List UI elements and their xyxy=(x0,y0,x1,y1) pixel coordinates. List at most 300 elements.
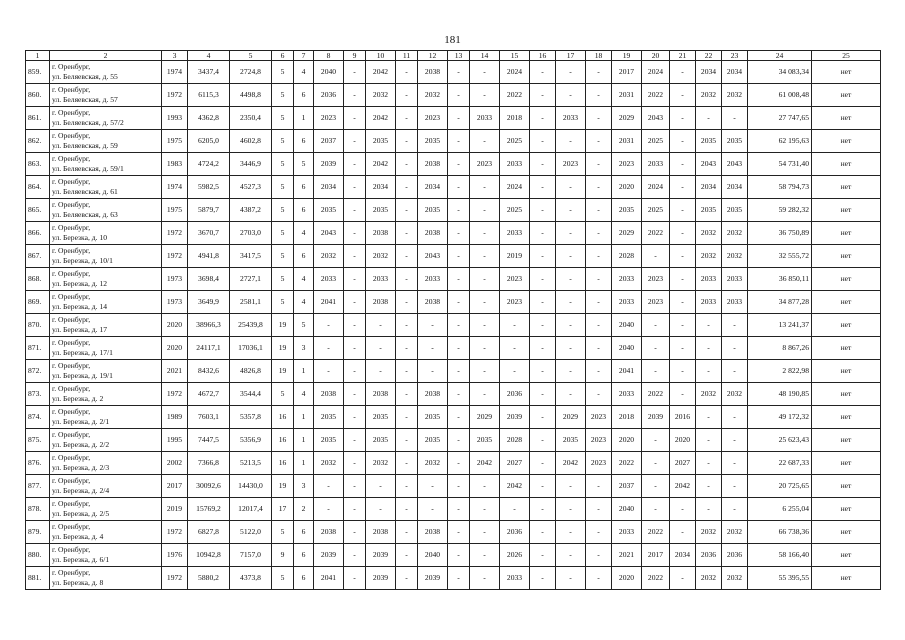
cell-col-8: - xyxy=(314,498,344,521)
cell-col-25: нет xyxy=(812,406,881,429)
cell-col-22: 2036 xyxy=(696,544,722,567)
cell-col-8: 2037 xyxy=(314,130,344,153)
cell-col-17: 2023 xyxy=(556,153,586,176)
cell-col-20: - xyxy=(642,429,670,452)
cell-col-15: 2018 xyxy=(500,107,530,130)
cell-col-5: 25439,8 xyxy=(230,314,272,337)
cell-col-8: 2035 xyxy=(314,199,344,222)
cell-col-11: - xyxy=(396,84,418,107)
cell-col-12: - xyxy=(418,314,448,337)
cell-col-23: 2033 xyxy=(722,291,748,314)
cell-col-9: - xyxy=(344,521,366,544)
address-cell xyxy=(50,107,162,130)
cell-col-23: - xyxy=(722,429,748,452)
cell-col-11: - xyxy=(396,176,418,199)
table-row xyxy=(26,314,881,337)
column-header-13: 13 xyxy=(448,51,470,61)
address-city: г. Оренбург, xyxy=(52,361,91,370)
cell-col-20: 2024 xyxy=(642,176,670,199)
table-row xyxy=(26,383,881,406)
cell-col-19: 2017 xyxy=(612,61,642,84)
cell-col-3: 1995 xyxy=(162,429,188,452)
cell-col-22: - xyxy=(696,314,722,337)
cell-col-14: - xyxy=(470,521,500,544)
address-city: г. Оренбург, xyxy=(52,131,91,140)
cell-col-10: 2042 xyxy=(366,153,396,176)
address-street: ул. Березка, д. 2 xyxy=(52,394,104,403)
address-cell xyxy=(50,245,162,268)
cell-col-11: - xyxy=(396,406,418,429)
cell-col-16: - xyxy=(530,222,556,245)
cell-col-23: 2032 xyxy=(722,567,748,590)
table-row xyxy=(26,176,881,199)
cell-col-20: - xyxy=(642,337,670,360)
cell-col-12: - xyxy=(418,337,448,360)
cell-col-21: - xyxy=(670,130,696,153)
cell-col-17: - xyxy=(556,222,586,245)
cell-col-10: - xyxy=(366,337,396,360)
cell-col-21: - xyxy=(670,222,696,245)
cell-col-24: 55 395,55 xyxy=(748,567,812,590)
cell-col-6: 5 xyxy=(272,245,294,268)
cell-col-14: - xyxy=(470,498,500,521)
cell-col-12: 2032 xyxy=(418,452,448,475)
column-header-14: 14 xyxy=(470,51,500,61)
address-street: ул. Березка, д. 6/1 xyxy=(52,555,110,564)
address-cell xyxy=(50,567,162,590)
column-header-24: 24 xyxy=(748,51,812,61)
cell-col-6: 5 xyxy=(272,383,294,406)
cell-col-19: 2020 xyxy=(612,429,642,452)
cell-col-21: - xyxy=(670,498,696,521)
cell-col-24: 32 555,72 xyxy=(748,245,812,268)
cell-col-18: - xyxy=(586,521,612,544)
column-header-11: 11 xyxy=(396,51,418,61)
cell-col-19: 2033 xyxy=(612,291,642,314)
cell-col-20: 2025 xyxy=(642,130,670,153)
cell-col-12: 2038 xyxy=(418,383,448,406)
address-cell xyxy=(50,521,162,544)
cell-col-12: 2039 xyxy=(418,567,448,590)
page-number: 181 xyxy=(444,34,461,46)
cell-col-13: - xyxy=(448,429,470,452)
cell-col-23: - xyxy=(722,360,748,383)
cell-col-3: 1974 xyxy=(162,61,188,84)
cell-col-8: 2032 xyxy=(314,245,344,268)
cell-col-21: - xyxy=(670,291,696,314)
cell-col-3: 1972 xyxy=(162,245,188,268)
cell-col-11: - xyxy=(396,61,418,84)
cell-col-6: 5 xyxy=(272,567,294,590)
cell-col-7: 6 xyxy=(294,567,314,590)
cell-col-8: 2038 xyxy=(314,383,344,406)
cell-col-21: - xyxy=(670,199,696,222)
cell-col-3: 1972 xyxy=(162,567,188,590)
cell-col-9: - xyxy=(344,153,366,176)
cell-col-12: 2035 xyxy=(418,199,448,222)
cell-col-21: - xyxy=(670,245,696,268)
cell-col-19: 2040 xyxy=(612,314,642,337)
cell-col-19: 2037 xyxy=(612,475,642,498)
cell-col-20: 2022 xyxy=(642,567,670,590)
column-header-5: 5 xyxy=(230,51,272,61)
cell-col-4: 7366,8 xyxy=(188,452,230,475)
cell-col-17: - xyxy=(556,498,586,521)
row-number: 874. xyxy=(26,406,50,429)
address-street: ул. Беляевская, д. 55 xyxy=(52,72,118,81)
cell-col-13: - xyxy=(448,360,470,383)
cell-col-17: - xyxy=(556,245,586,268)
table-row xyxy=(26,291,881,314)
cell-col-22: - xyxy=(696,498,722,521)
cell-col-5: 2727,1 xyxy=(230,268,272,291)
cell-col-25: нет xyxy=(812,176,881,199)
cell-col-5: 5356,9 xyxy=(230,429,272,452)
cell-col-9: - xyxy=(344,130,366,153)
cell-col-15: 2024 xyxy=(500,176,530,199)
address-cell xyxy=(50,222,162,245)
cell-col-11: - xyxy=(396,567,418,590)
cell-col-15: 2028 xyxy=(500,429,530,452)
cell-col-17: - xyxy=(556,475,586,498)
cell-col-19: 2035 xyxy=(612,199,642,222)
cell-col-7: 1 xyxy=(294,429,314,452)
cell-col-23: - xyxy=(722,406,748,429)
cell-col-10: 2035 xyxy=(366,406,396,429)
cell-col-21: - xyxy=(670,268,696,291)
cell-col-17: - xyxy=(556,360,586,383)
cell-col-19: 2031 xyxy=(612,130,642,153)
address-city: г. Оренбург, xyxy=(52,568,91,577)
cell-col-19: 2020 xyxy=(612,567,642,590)
cell-col-19: 2033 xyxy=(612,383,642,406)
cell-col-11: - xyxy=(396,475,418,498)
cell-col-21: - xyxy=(670,153,696,176)
cell-col-21: - xyxy=(670,383,696,406)
cell-col-24: 61 008,48 xyxy=(748,84,812,107)
table-row xyxy=(26,521,881,544)
cell-col-18: - xyxy=(586,475,612,498)
cell-col-17: 2042 xyxy=(556,452,586,475)
cell-col-3: 1974 xyxy=(162,176,188,199)
cell-col-8: 2033 xyxy=(314,268,344,291)
cell-col-8: 2043 xyxy=(314,222,344,245)
column-header-21: 21 xyxy=(670,51,696,61)
cell-col-4: 4672,7 xyxy=(188,383,230,406)
address-street: ул. Березка, д. 10/1 xyxy=(52,256,113,265)
address-city: г. Оренбург, xyxy=(52,292,91,301)
cell-col-12: 2034 xyxy=(418,176,448,199)
address-street: ул. Беляевская, д. 61 xyxy=(52,187,118,196)
cell-col-4: 6115,3 xyxy=(188,84,230,107)
cell-col-12: 2035 xyxy=(418,130,448,153)
column-header-3: 3 xyxy=(162,51,188,61)
cell-col-25: нет xyxy=(812,544,881,567)
cell-col-24: 49 172,32 xyxy=(748,406,812,429)
address-city: г. Оренбург, xyxy=(52,177,91,186)
row-number: 866. xyxy=(26,222,50,245)
table-row xyxy=(26,199,881,222)
cell-col-14: - xyxy=(470,199,500,222)
cell-col-21: - xyxy=(670,360,696,383)
cell-col-9: - xyxy=(344,245,366,268)
cell-col-17: - xyxy=(556,61,586,84)
row-number: 864. xyxy=(26,176,50,199)
cell-col-4: 3649,9 xyxy=(188,291,230,314)
cell-col-15: 2033 xyxy=(500,567,530,590)
cell-col-24: 48 190,85 xyxy=(748,383,812,406)
address-cell xyxy=(50,360,162,383)
cell-col-4: 30092,6 xyxy=(188,475,230,498)
cell-col-15: 2022 xyxy=(500,84,530,107)
cell-col-13: - xyxy=(448,406,470,429)
cell-col-23: - xyxy=(722,475,748,498)
cell-col-22: 2032 xyxy=(696,521,722,544)
cell-col-12: 2033 xyxy=(418,268,448,291)
cell-col-24: 2 822,98 xyxy=(748,360,812,383)
cell-col-19: 2028 xyxy=(612,245,642,268)
cell-col-7: 6 xyxy=(294,84,314,107)
cell-col-5: 17036,1 xyxy=(230,337,272,360)
cell-col-4: 4941,8 xyxy=(188,245,230,268)
cell-col-22: 2033 xyxy=(696,268,722,291)
cell-col-17: - xyxy=(556,567,586,590)
cell-col-24: 58 794,73 xyxy=(748,176,812,199)
cell-col-9: - xyxy=(344,383,366,406)
column-header-6: 6 xyxy=(272,51,294,61)
cell-col-6: 5 xyxy=(272,222,294,245)
cell-col-3: 2002 xyxy=(162,452,188,475)
table-row xyxy=(26,475,881,498)
cell-col-18: - xyxy=(586,337,612,360)
cell-col-23: 2032 xyxy=(722,521,748,544)
row-number: 861. xyxy=(26,107,50,130)
cell-col-22: 2032 xyxy=(696,222,722,245)
cell-col-21: 2027 xyxy=(670,452,696,475)
address-cell xyxy=(50,130,162,153)
cell-col-12: 2040 xyxy=(418,544,448,567)
cell-col-20: - xyxy=(642,452,670,475)
cell-col-14: 2035 xyxy=(470,429,500,452)
cell-col-10: - xyxy=(366,475,396,498)
cell-col-18: - xyxy=(586,544,612,567)
cell-col-24: 66 738,36 xyxy=(748,521,812,544)
address-cell xyxy=(50,199,162,222)
cell-col-21: 2042 xyxy=(670,475,696,498)
cell-col-10: 2039 xyxy=(366,567,396,590)
cell-col-3: 1972 xyxy=(162,521,188,544)
cell-col-15: - xyxy=(500,360,530,383)
cell-col-10: 2038 xyxy=(366,521,396,544)
cell-col-22: 2043 xyxy=(696,153,722,176)
cell-col-17: - xyxy=(556,130,586,153)
cell-col-18: 2023 xyxy=(586,406,612,429)
address-street: ул. Березка, д. 17 xyxy=(52,325,108,334)
cell-col-23: 2035 xyxy=(722,130,748,153)
address-city: г. Оренбург, xyxy=(52,476,91,485)
cell-col-18: - xyxy=(586,360,612,383)
cell-col-13: - xyxy=(448,199,470,222)
cell-col-19: 2018 xyxy=(612,406,642,429)
cell-col-15: 2039 xyxy=(500,406,530,429)
cell-col-12: - xyxy=(418,498,448,521)
cell-col-3: 2020 xyxy=(162,337,188,360)
cell-col-23: 2043 xyxy=(722,153,748,176)
cell-col-17: - xyxy=(556,199,586,222)
cell-col-16: - xyxy=(530,475,556,498)
cell-col-23: - xyxy=(722,107,748,130)
address-street: ул. Березка, д. 2/4 xyxy=(52,486,110,495)
table-row xyxy=(26,452,881,475)
housing-register-table xyxy=(25,50,881,590)
cell-col-16: - xyxy=(530,383,556,406)
cell-col-24: 13 241,37 xyxy=(748,314,812,337)
address-cell xyxy=(50,429,162,452)
cell-col-14: - xyxy=(470,130,500,153)
cell-col-15: 2023 xyxy=(500,291,530,314)
cell-col-13: - xyxy=(448,452,470,475)
cell-col-16: - xyxy=(530,314,556,337)
cell-col-20: 2025 xyxy=(642,199,670,222)
cell-col-14: 2029 xyxy=(470,406,500,429)
address-cell xyxy=(50,452,162,475)
address-street: ул. Березка, д. 19/1 xyxy=(52,371,113,380)
cell-col-10: 2038 xyxy=(366,383,396,406)
cell-col-19: 2041 xyxy=(612,360,642,383)
cell-col-11: - xyxy=(396,337,418,360)
cell-col-5: 2581,1 xyxy=(230,291,272,314)
cell-col-15: 2033 xyxy=(500,153,530,176)
cell-col-6: 5 xyxy=(272,268,294,291)
cell-col-5: 5213,5 xyxy=(230,452,272,475)
cell-col-23: 2035 xyxy=(722,199,748,222)
cell-col-13: - xyxy=(448,130,470,153)
address-city: г. Оренбург, xyxy=(52,85,91,94)
cell-col-6: 19 xyxy=(272,475,294,498)
cell-col-19: 2021 xyxy=(612,544,642,567)
cell-col-24: 59 282,32 xyxy=(748,199,812,222)
cell-col-12: 2043 xyxy=(418,245,448,268)
cell-col-22: - xyxy=(696,406,722,429)
cell-col-18: - xyxy=(586,130,612,153)
cell-col-18: - xyxy=(586,199,612,222)
cell-col-22: - xyxy=(696,452,722,475)
cell-col-24: 8 867,26 xyxy=(748,337,812,360)
cell-col-9: - xyxy=(344,429,366,452)
cell-col-4: 6827,8 xyxy=(188,521,230,544)
cell-col-14: 2033 xyxy=(470,107,500,130)
table-row xyxy=(26,222,881,245)
cell-col-18: - xyxy=(586,153,612,176)
cell-col-7: 1 xyxy=(294,360,314,383)
cell-col-11: - xyxy=(396,107,418,130)
cell-col-12: - xyxy=(418,360,448,383)
cell-col-14: - xyxy=(470,291,500,314)
cell-col-15: 2036 xyxy=(500,521,530,544)
address-cell xyxy=(50,475,162,498)
cell-col-22: - xyxy=(696,429,722,452)
address-street: ул. Березка, д. 12 xyxy=(52,279,108,288)
cell-col-16: - xyxy=(530,567,556,590)
cell-col-19: 2029 xyxy=(612,107,642,130)
cell-col-25: нет xyxy=(812,475,881,498)
cell-col-21: - xyxy=(670,337,696,360)
cell-col-21: 2020 xyxy=(670,429,696,452)
column-header-19: 19 xyxy=(612,51,642,61)
cell-col-8: 2036 xyxy=(314,84,344,107)
cell-col-12: 2038 xyxy=(418,521,448,544)
cell-col-23: 2034 xyxy=(722,176,748,199)
cell-col-8: - xyxy=(314,475,344,498)
cell-col-3: 2019 xyxy=(162,498,188,521)
column-header-23: 23 xyxy=(722,51,748,61)
cell-col-16: - xyxy=(530,291,556,314)
cell-col-20: 2022 xyxy=(642,521,670,544)
cell-col-20: - xyxy=(642,498,670,521)
cell-col-15: 2026 xyxy=(500,544,530,567)
cell-col-21: - xyxy=(670,176,696,199)
cell-col-16: - xyxy=(530,360,556,383)
cell-col-20: 2022 xyxy=(642,84,670,107)
cell-col-18: - xyxy=(586,245,612,268)
cell-col-14: - xyxy=(470,245,500,268)
address-city: г. Оренбург, xyxy=(52,407,91,416)
cell-col-19: 2040 xyxy=(612,498,642,521)
cell-col-13: - xyxy=(448,245,470,268)
cell-col-3: 1989 xyxy=(162,406,188,429)
cell-col-22: 2033 xyxy=(696,291,722,314)
table-row xyxy=(26,130,881,153)
cell-col-15: 2025 xyxy=(500,130,530,153)
address-cell xyxy=(50,498,162,521)
cell-col-14: - xyxy=(470,268,500,291)
cell-col-12: 2035 xyxy=(418,429,448,452)
cell-col-6: 19 xyxy=(272,314,294,337)
cell-col-4: 4362,8 xyxy=(188,107,230,130)
column-number-header-row xyxy=(26,51,881,61)
table-row xyxy=(26,498,881,521)
cell-col-21: 2034 xyxy=(670,544,696,567)
cell-col-16: - xyxy=(530,199,556,222)
table-row xyxy=(26,337,881,360)
address-cell xyxy=(50,84,162,107)
table-row xyxy=(26,268,881,291)
cell-col-17: - xyxy=(556,337,586,360)
cell-col-11: - xyxy=(396,452,418,475)
address-street: ул. Беляевская, д. 57/2 xyxy=(52,118,124,127)
cell-col-7: 6 xyxy=(294,521,314,544)
cell-col-6: 19 xyxy=(272,337,294,360)
cell-col-6: 5 xyxy=(272,153,294,176)
address-city: г. Оренбург, xyxy=(52,154,91,163)
cell-col-16: - xyxy=(530,268,556,291)
cell-col-7: 6 xyxy=(294,245,314,268)
cell-col-20: 2023 xyxy=(642,291,670,314)
cell-col-16: - xyxy=(530,521,556,544)
cell-col-3: 1975 xyxy=(162,199,188,222)
address-street: ул. Березка, д. 14 xyxy=(52,302,108,311)
cell-col-3: 1972 xyxy=(162,383,188,406)
cell-col-25: нет xyxy=(812,498,881,521)
column-header-20: 20 xyxy=(642,51,670,61)
cell-col-22: 2032 xyxy=(696,567,722,590)
cell-col-10: 2035 xyxy=(366,199,396,222)
cell-col-22: 2035 xyxy=(696,130,722,153)
address-street: ул. Березка, д. 17/1 xyxy=(52,348,113,357)
cell-col-6: 5 xyxy=(272,176,294,199)
cell-col-25: нет xyxy=(812,130,881,153)
address-cell xyxy=(50,337,162,360)
